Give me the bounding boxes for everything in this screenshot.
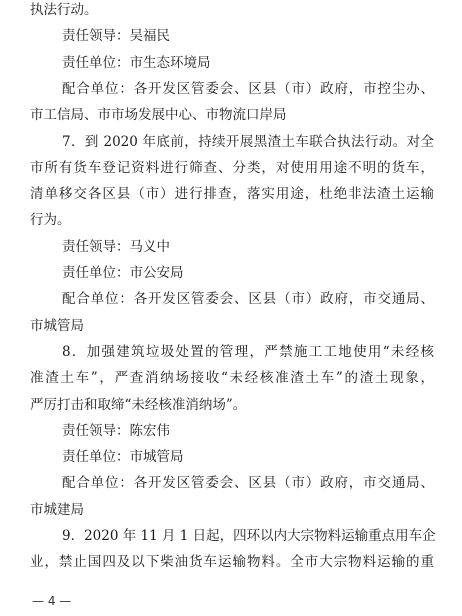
- text-line: 配合单位：各开发区管委会、区县（市）政府，市控尘办、: [62, 80, 434, 97]
- text-line: 行为。: [30, 212, 71, 229]
- text-line: 责任单位：市城管局: [62, 449, 184, 466]
- text-line: 市城管局: [30, 317, 84, 334]
- text-line: 责任单位：市公安局: [62, 265, 184, 281]
- text-line: 执法行动。: [30, 2, 98, 18]
- text-line: 配合单位：各开发区管委会、区县（市）政府，市交通局、: [62, 475, 434, 492]
- text-line: 8．加强建筑垃圾处置的管理，严禁施工工地使用“未经核: [62, 343, 434, 360]
- text-line: 责任领导：吴福民: [62, 28, 170, 45]
- text-line: 责任领导：陈宏伟: [62, 422, 170, 439]
- text-line: 市城建局: [30, 501, 84, 518]
- text-line: 清单移交各区县（市）进行排查，落实用途，杜绝非法渣土运输: [30, 186, 434, 203]
- text-line: 配合单位：各开发区管委会、区县（市）政府，市交通局、: [62, 291, 434, 308]
- text-line: 市工信局、市市场发展中心、市物流口岸局: [30, 107, 287, 124]
- text-line: 准渣土车”，严查消纳场接收“未经核准渣土车”的渣土现象，: [30, 370, 434, 387]
- text-line: 市所有货车登记资料进行筛查、分类，对使用用途不明的货车，: [30, 159, 434, 176]
- text-line: 业，禁止国四及以下柴油货车运输物料。全市大宗物料运输的重: [30, 554, 434, 571]
- text-line: 严厉打击和取缔“未经核准消纳场”。: [30, 396, 247, 413]
- text-line: 责任单位：市生态环境局: [62, 54, 211, 71]
- text-line: 9．2020 年 11 月 1 日起，四环以内大宗物料运输重点用车企: [62, 528, 436, 544]
- text-line: 责任领导：马义中: [62, 238, 170, 255]
- page-number: — 4 —: [32, 594, 72, 608]
- text-line: 7．到 2020 年底前，持续开展黑渣土车联合执法行动。对全: [62, 133, 434, 150]
